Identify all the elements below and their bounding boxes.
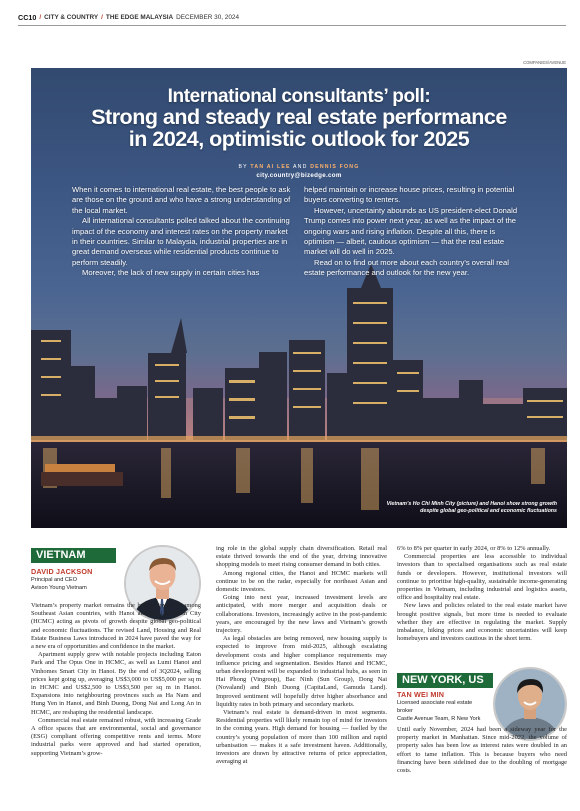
contributor-vietnam xyxy=(31,567,123,592)
byline-prefix: BY xyxy=(238,164,248,170)
photo-credit: COMPANIES/AVENUE xyxy=(523,60,566,65)
body-paragraph: Vietnam’s property market remains the best to invest in among Southeast Asian countries, with Hanoi and Ho Chi Minh City (HCMC) acting as pivots of growth despite global geo-political and economic fluctuations. The revised Land, Housing and Real Estate Business Laws introduced in 2024 have paved the way for a new era of opportunities and confidence in the market. xyxy=(31,602,201,651)
body-paragraph: Among regional cities, the Hanoi and HCMC markets will continue to be on the radar, especially for northeast Asian and domestic investors. xyxy=(216,569,387,594)
intro-paragraph: When it comes to international real estate, the best people to ask are those on the ground and who have a strong understanding of the local market. xyxy=(72,185,291,215)
body-paragraph: Commercial real estate remained robust, with increasing Grade A office spaces that are environmental, social and governance (ESG) compliant offering competitive rents and terms. More industrial parks were approved and had started operation, supporting Vietnam’s grow- xyxy=(31,716,201,757)
intro-text-left xyxy=(72,185,294,279)
author-name: TAN AI LEE xyxy=(250,164,291,170)
photo-caption xyxy=(377,501,557,515)
contributor-company: Castle Avenue Team, R New York xyxy=(397,716,481,722)
body-paragraph: Until early November, 2024 had been a sideway year for the property market in Manhattan. Since mid-2022, the volume of property sales has been low as interest rates were doubled in an effort to tame inflation. This is because buyers who need financing have been sidelined due to the doubling of mortgage costs. xyxy=(397,726,567,775)
body-paragraph: ing role in the global supply chain diversification. Retail real estate thrived towards the end of the year, driving innovative shopping models to meet rising consumer demand in both cities. xyxy=(216,545,387,569)
header-rule xyxy=(18,25,566,26)
body-paragraph: Going into next year, increased investment levels are anticipated, with more merger and acquisition deals or collaborations. Investors, increasingly active in the post-pandemic years, are encouraged by the new laws and Vietnam’s growth trajectory. xyxy=(216,594,387,635)
article-column xyxy=(397,545,567,643)
issue-date: DECEMBER 30, 2024 xyxy=(176,13,240,21)
intro-paragraph: Read on to find out more about each country’s overall real estate performance and outlook for the new year. xyxy=(304,257,509,278)
headline-kicker: International consultants’ poll: xyxy=(167,86,431,107)
contributor-company: Avison Young Vietnam xyxy=(31,585,87,591)
contributor-title: Principal and CEO xyxy=(31,577,78,583)
caption-line: Vietnam’s Ho Chi Minh City (picture) and Hanoi show strong growth xyxy=(386,501,557,507)
byline xyxy=(31,164,567,170)
intro-paragraph: helped maintain or increase house prices, resulting in potential buyers converting to renters. xyxy=(304,185,515,205)
caption-line: despite global geo-political and economic fluctuations xyxy=(420,508,557,514)
author-name: DENNIS FONG xyxy=(310,164,360,170)
byline-joiner: AND xyxy=(293,164,308,170)
author-email[interactable]: city.country@bizedge.com xyxy=(256,172,342,179)
body-paragraph: As legal obstacles are being removed, new housing supply is expected to improve from mid-2025, although escalating development costs and higher compliance requirements may influence pricing and segmentation. Besides Hanoi and HCMC, urban development will be expanded to industrial hubs, as seen in Hai Phong (Vingroup), Bac Ninh (Sun Group), Dong Nai (Novaland) and Binh Duong (CapitaLand, Gamuda Land). Improved sentiment will hopefully drive higher absorbance and liquidity rates in both primary and secondary markets. xyxy=(216,635,387,708)
section-name: CITY & COUNTRY xyxy=(44,13,99,21)
section-label-vietnam: VIETNAM xyxy=(31,548,116,563)
contributor-name: TAN WEI MIN xyxy=(397,690,445,699)
page-folio xyxy=(18,10,563,24)
article-column xyxy=(216,545,387,766)
body-paragraph: Apartment supply grew with notable projects including Eaton Park and The Opus One in HCMC, as well as Lumi Hanoi and Vinhomes Smart City in Hanoi. By the end of 3Q2024, selling prices kept going up, averaging US$3,000 to US$5,000 per sq m in HCMC and US$2,500 to US$3,500 per sq m in Hanoi. Expansions into neighbouring provinces such as Ha Nam and Hung Yen in Hanoi, and Binh Duong, Dong Nai and Long An in HCMC, are reshaping the residential landscape. xyxy=(31,651,201,716)
folio-separator: / xyxy=(39,13,42,21)
contributor-new-york xyxy=(397,690,489,723)
contributor-name: DAVID JACKSON xyxy=(31,567,93,576)
body-paragraph: 6% to 8% per quarter in early 2024, or 8% to 12% annually. xyxy=(397,545,551,552)
intro-text-right xyxy=(304,185,526,279)
intro-paragraph: However, uncertainty abounds as US president-elect Donald Trump comes into power next year, as well as the impact of the ongoing wars and rising inflation. Despite all this, there is optimism — albeit, cautious optimism — that the real estate market will do well in 2025. xyxy=(304,205,518,257)
intro-paragraph: All international consultants polled talked about the continuing impact of the economy and interest rates on the property market in their countries. Similar to Malaysia, industrial properties are in great demand overseas while residential products continue to perform steadily. xyxy=(72,216,290,267)
intro-paragraph: Moreover, the lack of new supply in certain cities has xyxy=(82,268,260,278)
section-label-new-york: NEW YORK, US xyxy=(397,673,493,688)
body-paragraph: Commercial properties are less accessible to individual investors than to specialised organisations such as real estate funds or developers. However, institutional investors will continue to prioritise high-quality, sustainable income-generating properties in Vietnam, including industrial and logistics assets, office and hospitality real estate. xyxy=(397,553,567,602)
headline-line: in 2024, optimistic outlook for 2025 xyxy=(128,127,470,151)
body-paragraph: New laws and policies related to the real estate market have brought positive signals, but more time is needed to evaluate whether they are effective in regulating the market. Supply imbalance, hiking prices and economic uncertainties will keep homebuyers and investors cautious in the short term. xyxy=(397,602,567,643)
article-column xyxy=(397,726,567,775)
headline xyxy=(31,106,567,150)
contributor-title: Licensed associate real estate broker xyxy=(397,700,473,714)
publication-name: THE EDGE MALAYSIA xyxy=(105,13,174,21)
body-paragraph: Vietnam’s real estate is demand-driven in most segments. Residential properties will likely remain top of mind for investors in the coming years. High demand for housing — fuelled by the country’s young population of more than 100 million and rapid urbanisation — makes it a safe investment haven. Additionally, investors are drawn by attractive returns of price appreciation, averaging at xyxy=(216,709,387,766)
folio-separator: / xyxy=(101,13,103,21)
article-column xyxy=(31,602,201,758)
headline-line: Strong and steady real estate performance xyxy=(91,105,507,129)
page-number: CC10 xyxy=(18,12,37,22)
hero-image xyxy=(31,68,567,528)
